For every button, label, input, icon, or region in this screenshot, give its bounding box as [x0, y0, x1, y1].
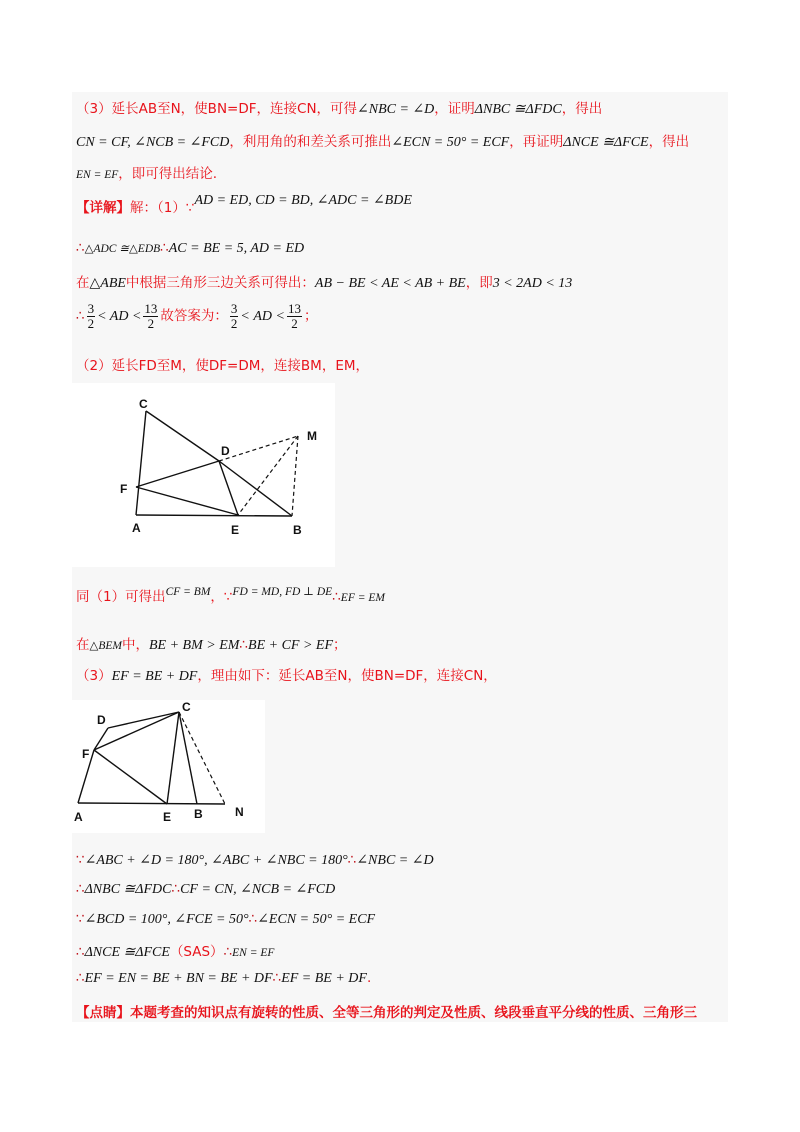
detail-line-2 — [76, 240, 304, 257]
part3-step-3 — [76, 911, 375, 928]
label-B: B — [194, 807, 203, 821]
figure-2 — [72, 700, 265, 833]
math-expr: △BEM — [89, 640, 122, 652]
comment-tag: 【点睛】 — [76, 1005, 130, 1021]
math-expr: ΔNCE ≅ΔFCE — [563, 135, 649, 150]
therefore-symbol: ∴ — [239, 637, 249, 653]
fraction: $\frac{3}{2}$ — [230, 301, 238, 331]
therefore-symbol: ∴ — [76, 240, 85, 256]
therefore-symbol: ∴ — [76, 308, 85, 325]
therefore-symbol: ∴ — [76, 944, 85, 960]
detail-tag: 【详解】 — [76, 200, 130, 216]
part3-text: （3） — [76, 668, 112, 684]
math-expr: FD = MD, FD ⊥ DE — [232, 586, 333, 598]
figure-2-diagram — [72, 700, 265, 833]
therefore-symbol: ∴ — [223, 944, 233, 960]
part2-text: 中， — [121, 637, 149, 653]
math-expr: CF = BM — [165, 586, 211, 598]
label-E: E — [231, 523, 240, 537]
math-expr: BE + BM > EM — [148, 638, 240, 653]
label-F: F — [82, 747, 90, 761]
label-F: F — [120, 482, 128, 496]
hint-line-2 — [76, 130, 689, 151]
detail-text: 解：（1）∵ — [130, 200, 195, 216]
because-symbol: ∵ — [76, 852, 85, 868]
math-expr: ∠ABC + ∠D = 180°, ∠ABC + ∠NBC = 180° — [84, 853, 348, 868]
label-B: B — [293, 523, 302, 537]
part2-text: ，∵ — [210, 589, 233, 605]
math-expr: △ABE — [89, 276, 126, 291]
hint-text: ，即可得出结论. — [118, 166, 218, 182]
part2-line-1 — [76, 585, 385, 605]
detail-text: 在 — [76, 275, 90, 291]
math-expr: < AD < — [240, 309, 285, 325]
figure-1 — [72, 383, 335, 567]
part2-text: 在 — [76, 637, 90, 653]
label-C: C — [182, 700, 191, 714]
label-E: E — [163, 810, 172, 824]
fraction: $\frac{13}{2}$ — [287, 301, 301, 331]
math-expr: EF = EM — [340, 592, 385, 604]
math-expr: EF = BE + DF — [111, 669, 198, 684]
label-N: N — [235, 805, 244, 819]
math-expr: ΔNBC ≅ΔFDC — [84, 882, 172, 897]
label-C: C — [139, 397, 148, 411]
hint-line-1 — [76, 97, 602, 118]
math-expr: EF = BE + DF — [281, 971, 367, 986]
part2-line-2 — [76, 633, 347, 654]
detail-line-4 — [76, 302, 317, 330]
part2-text: ； — [333, 637, 347, 653]
hint-text: ，再证明 — [509, 134, 564, 150]
part3-text: （SAS） — [169, 944, 224, 960]
detail-line-3 — [76, 271, 572, 292]
therefore-symbol: ∴ — [272, 970, 282, 986]
math-expr: 3 < 2AD < 13 — [492, 276, 573, 291]
math-expr: EN = EF — [232, 947, 275, 959]
label-D: D — [97, 713, 106, 727]
fraction: $\frac{13}{2}$ — [144, 301, 158, 331]
therefore-symbol: ∴ — [76, 881, 85, 897]
part3-text: . — [366, 970, 372, 986]
detail-text: ； — [303, 308, 318, 325]
math-expr: AB − BE < AE < AB + BE — [314, 276, 466, 291]
part3-step-2 — [76, 881, 335, 898]
math-expr: ∠ECN = 50° = ECF — [391, 135, 510, 150]
therefore-symbol: ∴ — [76, 970, 85, 986]
math-expr: EN = EF — [76, 169, 119, 181]
detail-text: ，即 — [465, 275, 493, 291]
hint-text: ，利用角的和差关系可推出 — [229, 134, 392, 150]
comment-text: 本题考查的知识点有旋转的性质、全等三角形的判定及性质、线段垂直平分线的性质、三角形三 — [130, 1005, 697, 1021]
math-expr: ΔNBC ≅ΔFDC — [474, 102, 562, 117]
label-A: A — [132, 521, 141, 535]
math-expr: ∠BCD = 100°, ∠FCE = 50° — [84, 912, 249, 927]
because-symbol: ∵ — [76, 911, 85, 927]
math-expr: ∠NBC = ∠D — [357, 102, 435, 117]
hint-text: （3）延长AB至N，使BN=DF，连接CN，可得 — [76, 101, 358, 117]
math-expr: AD = ED, CD = BD, ∠ADC = ∠BDE — [194, 193, 412, 208]
part3-step-5 — [76, 970, 371, 987]
hint-text: ，证明 — [434, 101, 475, 117]
comment-line — [76, 1001, 697, 1021]
part3-line-1 — [76, 664, 497, 685]
therefore-symbol: ∴ — [347, 852, 357, 868]
therefore-symbol: ∴ — [332, 589, 341, 605]
hint-text: ，得出 — [561, 101, 603, 117]
detail-line-1 — [76, 193, 412, 217]
part3-text: ，理由如下：延长AB至N，使BN=DF，连接CN， — [197, 668, 497, 684]
math-expr: ∠ECN = 50° = ECF — [257, 912, 376, 927]
math-expr: ΔNCE ≅ΔFCE — [84, 945, 170, 960]
therefore-symbol: ∴ — [160, 240, 169, 256]
label-D: D — [221, 444, 230, 458]
part3-step-1 — [76, 852, 434, 869]
therefore-symbol: ∴ — [248, 911, 258, 927]
part3-step-4 — [76, 940, 274, 961]
label-A: A — [74, 810, 83, 824]
math-expr: CF = CN, ∠NCB = ∠FCD — [180, 882, 336, 897]
math-expr: EF = EN = BE + BN = BE + DF — [84, 971, 273, 986]
math-expr: △ADC ≅△EDB — [84, 243, 161, 255]
label-M: M — [307, 429, 317, 443]
math-expr: AC = BE = 5, AD = ED — [168, 241, 305, 256]
math-expr: CN = CF, ∠NCB = ∠FCD — [76, 135, 230, 150]
math-expr: ∠NBC = ∠D — [356, 853, 434, 868]
part2-intro: （2）延长FD至M，使DF=DM，连接BM，EM， — [76, 358, 369, 374]
detail-text: 中根据三角形三边关系可得出： — [125, 275, 315, 291]
figure-1-diagram — [72, 383, 335, 567]
detail-text: 故答案为： — [160, 308, 228, 325]
fraction: $\frac{3}{2}$ — [87, 301, 95, 331]
hint-text: ，得出 — [648, 134, 690, 150]
part2-text: 同（1）可得出 — [76, 589, 166, 605]
math-expr: BE + CF > EF — [248, 638, 334, 653]
hint-line-3 — [76, 162, 217, 182]
math-expr: < AD < — [97, 309, 142, 325]
therefore-symbol: ∴ — [171, 881, 181, 897]
